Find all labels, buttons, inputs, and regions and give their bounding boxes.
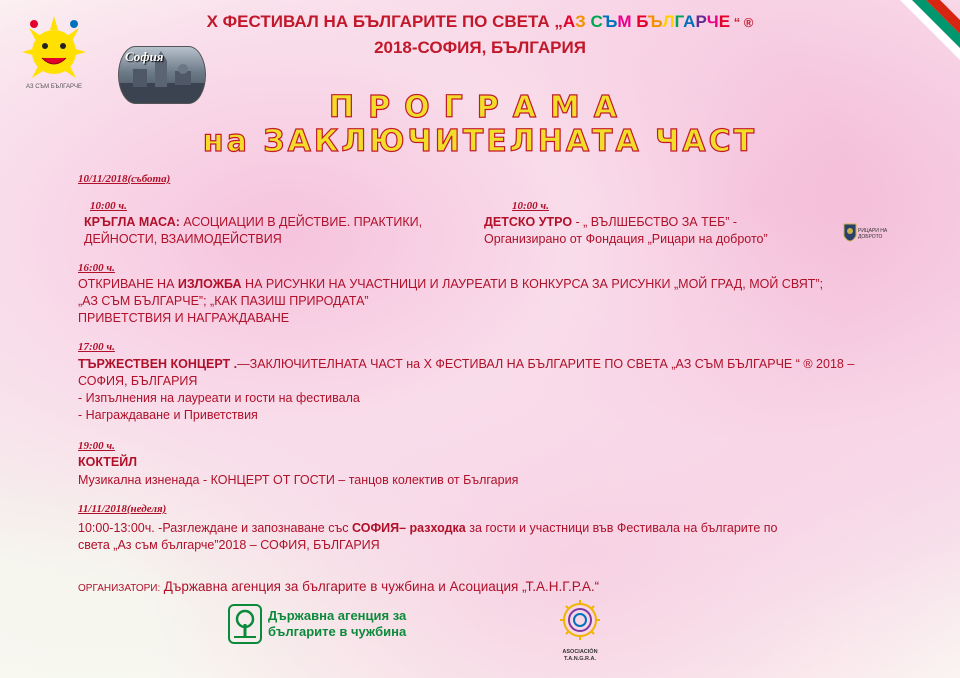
- brand-letter: Б: [636, 12, 648, 31]
- sun-logo-caption: АЗ СЪМ БЪЛГАРЧЕ: [25, 84, 83, 90]
- tangra-association-logo: [556, 598, 604, 660]
- festival-brand-name: [563, 12, 730, 31]
- kids-morning-text: - „ ВЪЛШЕБСТВО ЗА ТЕБ” -: [572, 215, 738, 229]
- day2-date: 11/11/2018(неделя): [78, 503, 167, 515]
- round-table-label: КРЪГЛА МАСА:: [84, 215, 180, 229]
- exhibition-line1: [78, 276, 823, 293]
- brand-letter: Ч: [706, 12, 719, 31]
- concert-label: ТЪРЖЕСТВЕН КОНЦЕРТ .: [78, 357, 238, 371]
- round-table-time: 10:00 ч.: [90, 200, 127, 212]
- kids-morning-label: ДЕТСКО УТРО: [484, 215, 573, 229]
- exhibition-label: ИЗЛОЖБА: [177, 277, 242, 291]
- brand-letter: А: [683, 12, 696, 31]
- sofia-walk-line2: света „Аз съм българче”2018 – СОФИЯ, БЪЛГАРИЯ: [78, 538, 380, 552]
- sofia-walk-line1: [78, 520, 778, 537]
- tangra-logo-text: [556, 649, 604, 663]
- organizers-label: ОРГАНИЗАТОРИ:: [78, 583, 161, 594]
- program-subtitle: на ЗАКЛЮЧИТЕЛНАТА ЧАСТ: [202, 124, 758, 159]
- kids-morning-line1: [484, 214, 737, 231]
- exhibition-line3: ПРИВЕТСТВИЯ И НАГРАЖДАВАНЕ: [78, 311, 290, 325]
- brand-letter: Ъ: [647, 12, 663, 31]
- sofia-walk-label: СОФИЯ– разходка: [352, 521, 466, 535]
- cocktail-label: КОКТЕЙЛ: [78, 455, 138, 469]
- brand-letter: З: [575, 12, 586, 31]
- festival-title-suffix: “ ®: [730, 15, 754, 30]
- day1-date: 10/11/2018(събота): [78, 173, 171, 185]
- concert-item-2: - Награждаване и Приветствия: [78, 408, 258, 422]
- agency-logo-text: [268, 608, 406, 640]
- brand-letter: С: [590, 12, 603, 31]
- organizers-text: Държавна агенция за българите в чужбина и Асоциация „Т.А.Н.Г.Р.А.“: [163, 579, 600, 594]
- concert-text: —ЗАКЛЮЧИТЕЛНАТА ЧАСТ на Х ФЕСТИВАЛ НА БЪЛГАРИТЕ ПО СВЕТА „АЗ СЪМ БЪЛГАРЧЕ “ ® 2018 –: [237, 357, 855, 371]
- brand-letter: А: [562, 12, 576, 31]
- sofia-image-label: София: [125, 49, 164, 64]
- brand-letter: Е: [718, 12, 731, 31]
- exhibition-time: 16:00 ч.: [78, 262, 115, 274]
- state-agency-logo: [228, 602, 438, 648]
- exhibition-text: НА РИСУНКИ НА УЧАСТНИЦИ И ЛАУРЕАТИ В КОНКУРСА ЗА РИСУНКИ „МОЙ ГРАД, МОЙ СВЯТ”;: [241, 277, 824, 291]
- round-table-line1: [84, 214, 422, 231]
- festival-subtitle: 2018-СОФИЯ, БЪЛГАРИЯ: [374, 38, 586, 57]
- concert-item-1: - Изпълнения на лауреати и гости на фестивала: [78, 391, 360, 405]
- round-table-text: АСОЦИАЦИИ В ДЕЙСТВИЕ. ПРАКТИКИ,: [179, 215, 423, 229]
- kids-morning-time: 10:00 ч.: [512, 200, 549, 212]
- brand-letter: Л: [662, 12, 675, 31]
- organizers-line: [78, 578, 599, 597]
- round-table-line2: ДЕЙНОСТИ, ВЗАИМОДЕЙСТВИЯ: [84, 232, 282, 246]
- tangra-logo-line2: T.A.N.G.R.A.: [563, 656, 597, 662]
- brand-letter: Г: [674, 12, 684, 31]
- cocktail-time: 19:00 ч.: [78, 440, 115, 452]
- concert-time: 17:00 ч.: [78, 341, 115, 353]
- music-surprise: Музикална изненада - КОНЦЕРТ ОТ ГОСТИ – танцов колектив от България: [78, 473, 519, 487]
- concert-line1: [78, 356, 854, 373]
- festival-title-prefix: X ФЕСТИВАЛ НА БЪЛГАРИТЕ ПО СВЕТА „: [206, 12, 563, 31]
- brand-letter: Р: [695, 12, 707, 31]
- tangra-sun-icon: [556, 598, 604, 644]
- knights-emblem-caption: РИЦАРИ НА ДОБРОТО: [858, 228, 888, 240]
- agency-logo-line2: българите в чужбина: [268, 624, 407, 639]
- exhibition-prefix: ОТКРИВАНЕ НА: [78, 277, 178, 291]
- kids-morning-line2: Организирано от Фондация „Рицари на доброто”: [484, 232, 768, 246]
- concert-line2: СОФИЯ, БЪЛГАРИЯ: [78, 374, 198, 388]
- tangra-logo-line1: ASOCIACIÓN: [562, 649, 598, 655]
- sofia-walk-prefix: 10:00-13:00ч. -Разглеждане и запознаване със: [78, 521, 353, 535]
- tree-icon: [228, 604, 262, 644]
- brand-letter: Ъ: [602, 12, 618, 31]
- agency-logo-line1: Държавна агенция за: [268, 608, 407, 623]
- sofia-walk-text: за гости и участници във Фестивала на българите по: [465, 521, 778, 535]
- festival-sun-logo: [14, 8, 94, 88]
- bulgarian-flag-ribbon: [860, 0, 960, 100]
- program-title: ПРОГРАМА: [329, 90, 631, 125]
- festival-title: [140, 12, 820, 32]
- exhibition-line2: „АЗ СЪМ БЪЛГАРЧЕ”; „КАК ПАЗИШ ПРИРОДАТА”: [78, 294, 369, 308]
- brand-letter: М: [617, 12, 632, 31]
